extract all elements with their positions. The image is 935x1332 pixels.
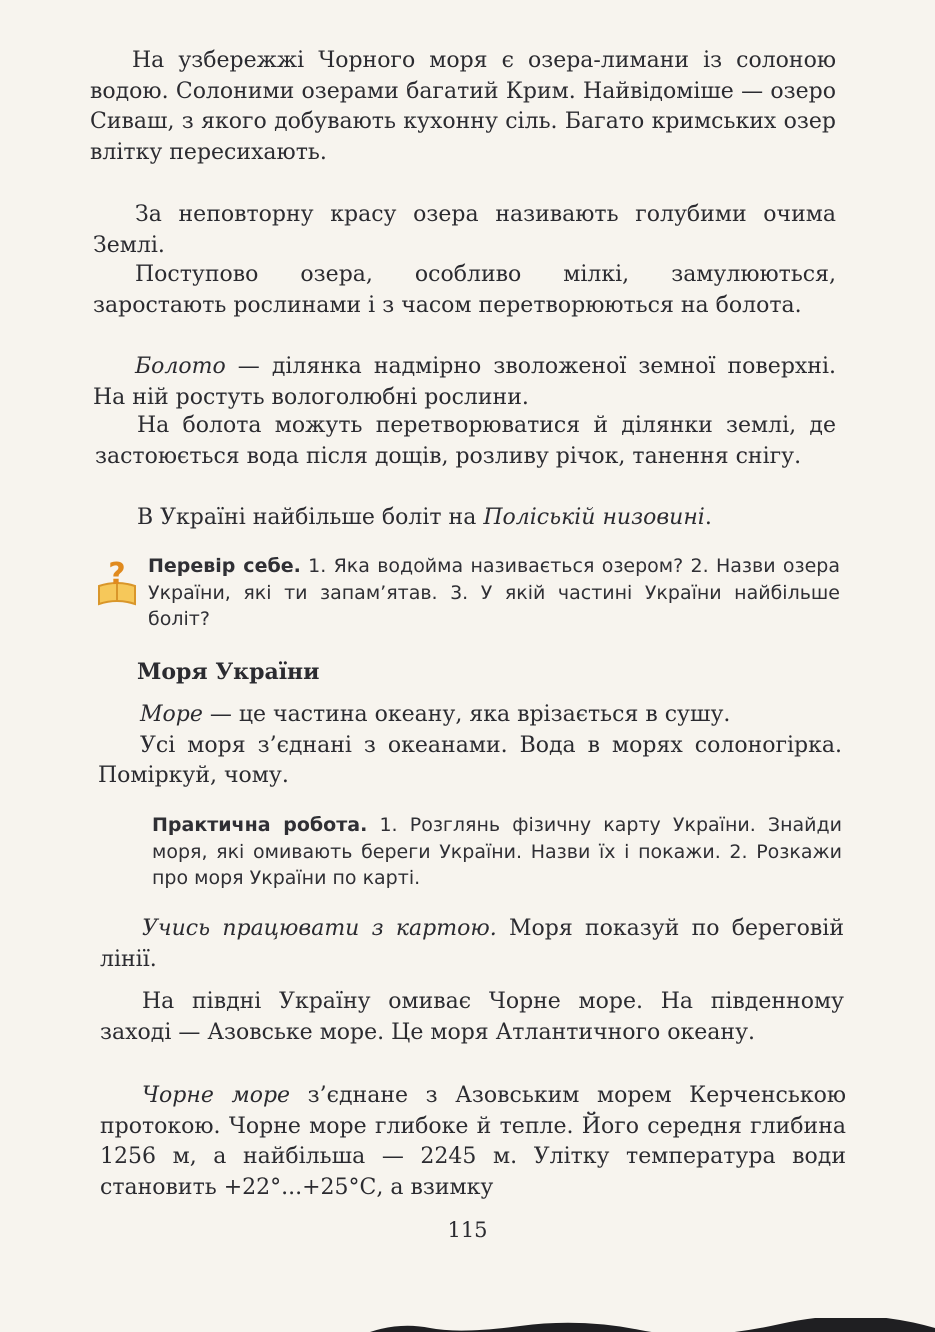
page-number: 115 <box>447 1218 488 1242</box>
paragraph-text <box>95 503 836 534</box>
term-polissia-lowland: Поліській низовині <box>483 505 705 530</box>
svg-text:?: ? <box>108 557 126 592</box>
paragraph-text: За неповторну красу озера називають голубими очима Землі. <box>93 202 836 258</box>
practical-work-box <box>152 812 842 892</box>
text-span: . <box>704 505 712 530</box>
text-span: В Україні найбільше боліт на <box>137 505 484 530</box>
section-heading: Моря України <box>137 659 320 685</box>
paragraph-swamp-definition <box>93 352 836 413</box>
definition-text: — ділянка надмірно зволоженої земної поверхні. На ній ростуть вологолюбні рослини. <box>93 354 836 410</box>
scan-edge-shadow <box>0 1318 935 1332</box>
paragraph-text: Поступово озера, особливо мілкі, замулюються, заростають рослинами і з часом перетворюються на болота. <box>93 262 836 318</box>
definition-text: — це частина океану, яка врізається в сушу. <box>202 702 731 727</box>
paragraph-seas-oceans: Усі моря з’єднані з океанами. Вода в морях солоногірка. Поміркуй, чому. <box>98 732 842 789</box>
paragraph-blue-eyes <box>93 200 836 261</box>
check-yourself-box <box>148 553 840 633</box>
check-yourself-title: Перевір себе. <box>148 555 301 577</box>
paragraph-sea-definition <box>98 700 842 731</box>
black-sea-text: з’єднане з Азовським морем Керченською протокою. Чорне море глибоке й тепле. Його середня глибина 1256 м, а найбільша — 2245 м. Улітку температура води становить +22°...+25°С, а взимку <box>100 1083 846 1200</box>
term-learn-map: Учись працювати з картою. <box>142 916 497 941</box>
paragraph-polissia <box>95 503 836 534</box>
section-seas-intro <box>98 700 842 792</box>
check-yourself-questions: 1. Яка водойма називається озером? 2. Назви озера України, які ти запам’ятав. 3. У якій частині України найбільше боліт? <box>148 555 840 630</box>
paragraph-text <box>100 914 844 975</box>
tip-text: Моря показуй по береговій лінії. <box>100 916 845 972</box>
paragraph-text <box>100 1081 846 1203</box>
term-swamp: Болото <box>135 354 226 379</box>
term-sea: Море <box>140 702 203 727</box>
paragraph-map-tip <box>100 914 844 975</box>
paragraph-estuary-lakes <box>90 46 836 168</box>
practical-work-title: Практична робота. <box>152 814 368 836</box>
term-black-sea: Чорне море <box>142 1083 291 1108</box>
question-book-icon <box>95 556 139 608</box>
paragraph-swamp-formation <box>95 411 836 472</box>
paragraph-text: На болота можуть перетворюватися й ділянки землі, де застоюється вода після дощів, розливу річок, танення снігу. <box>95 413 836 469</box>
paragraph-south-seas <box>100 987 844 1048</box>
practical-work-tasks: 1. Розглянь фізичну карту України. Знайди моря, які омивають береги України. Назви їх і покажи. 2. Розкажи про моря України по карті. <box>152 814 842 889</box>
paragraph-black-sea <box>100 1081 846 1203</box>
paragraph-text: На півдні Україну омиває Чорне море. На південному заході — Азовське море. Це моря Атлантичного океану. <box>100 989 844 1045</box>
paragraph-text: На узбережжі Чорного моря є озера-лимани із солоною водою. Солоними озерами багатий Крим. Найвідоміше — озеро Сиваш, з якого добувають кухонну сіль. Багато кримських озер влітку пересихають. <box>90 48 836 165</box>
paragraph-silting <box>93 260 836 321</box>
paragraph-text <box>93 352 836 413</box>
